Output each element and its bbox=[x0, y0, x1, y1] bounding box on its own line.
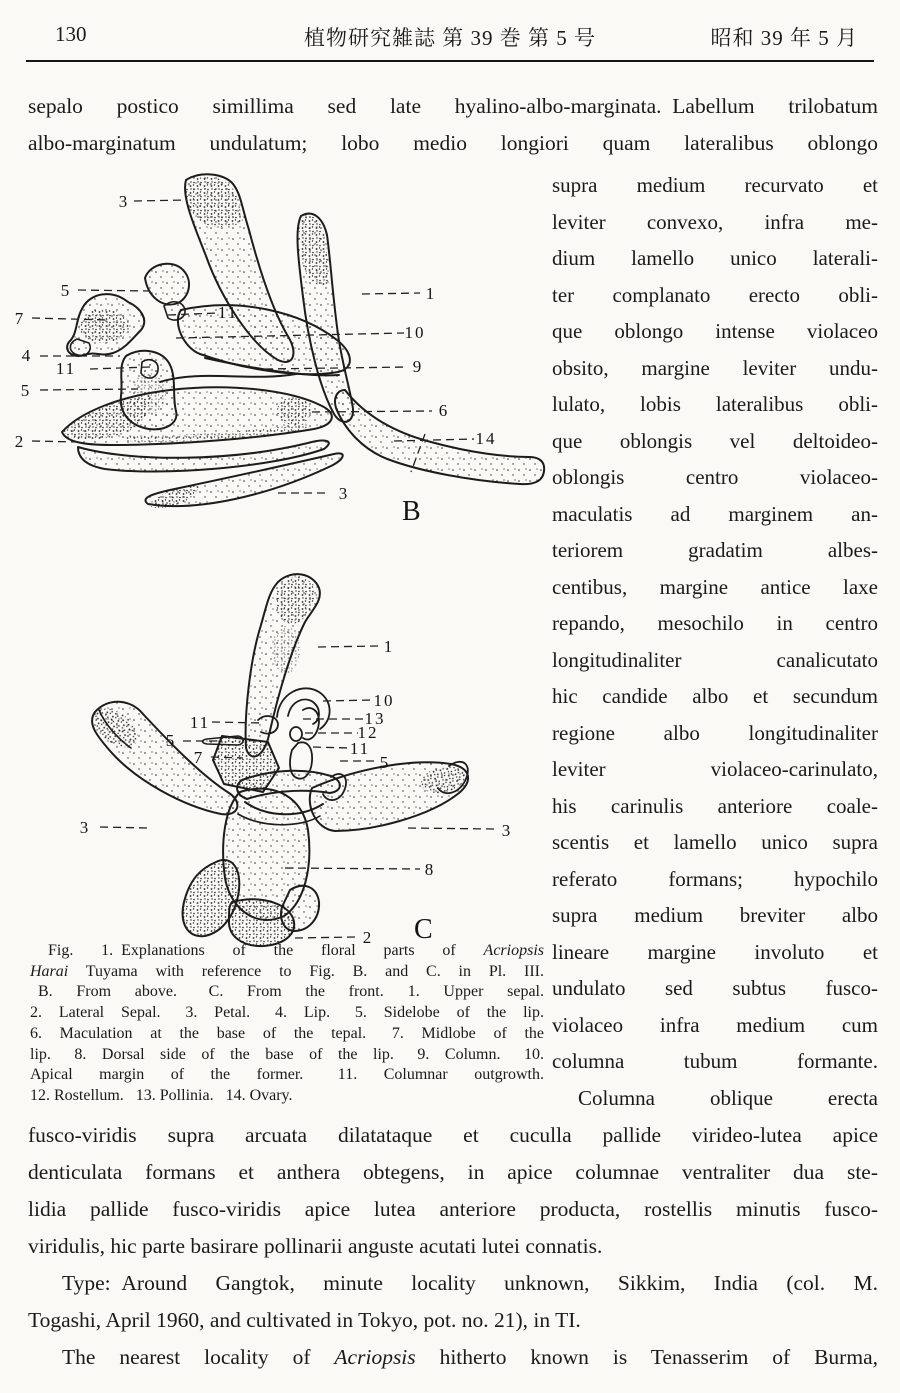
latin-text-line: violaceo infra medium cum bbox=[552, 1012, 878, 1037]
caption-line: 12. Rostellum. 13. Pollinia. 14. Ovary. bbox=[30, 1086, 293, 1104]
latin-text-line: longitudinaliter canalicutato bbox=[552, 647, 878, 672]
callout-number: 1 bbox=[425, 284, 437, 303]
callout-leader-line bbox=[134, 200, 186, 201]
callout-number: 11 bbox=[189, 713, 211, 732]
callout-number: 2 bbox=[14, 432, 26, 451]
stipple-shading bbox=[79, 309, 129, 343]
callout-number: 13 bbox=[364, 709, 386, 728]
callout-number: 3 bbox=[338, 484, 350, 503]
callout-number: 5 bbox=[165, 731, 177, 750]
callout-number: 6 bbox=[438, 401, 450, 420]
latin-text-line: lulato, lobis lateralibus obli- bbox=[552, 392, 878, 416]
callout-leader-line bbox=[100, 827, 148, 828]
callout-number: 14 bbox=[475, 429, 497, 448]
latin-text-line: centibus, margine antice laxe bbox=[552, 574, 878, 599]
midlobe-patch-shape bbox=[213, 736, 279, 792]
callout-number: 3 bbox=[118, 192, 130, 211]
latin-text-line: lidia pallide fusco-viridis apice lutea anteriore producta, rostellis minutis fusco- bbox=[28, 1197, 878, 1221]
latin-text-line: scentis et lamello unico supra bbox=[552, 830, 878, 854]
callout-number: 2 bbox=[362, 928, 374, 947]
latin-text-line: obsito, margine leviter undu- bbox=[552, 355, 878, 380]
callout-number: 5 bbox=[20, 381, 32, 400]
latin-text-line: supra medium breviter albo bbox=[552, 903, 878, 927]
callout-number: 8 bbox=[424, 860, 436, 879]
caption-line: Fig. 1. Explanations of the floral parts of Acriopsis bbox=[48, 942, 544, 959]
callout-number: 7 bbox=[14, 309, 26, 328]
latin-text-line: columna tubum formante. bbox=[552, 1049, 878, 1073]
stipple-shading bbox=[272, 626, 300, 674]
callout-number: 5 bbox=[379, 753, 391, 772]
callout-leader-line bbox=[313, 747, 350, 748]
callout-leader-line bbox=[295, 937, 357, 938]
latin-text-line: albo-marginatum undulatum; lobo medio longiori quam lateralibus oblongo bbox=[28, 131, 878, 155]
issue-date: 昭和 39 年 5 月 bbox=[710, 26, 858, 50]
caption-line: Harai Tuyama with reference to Fig. B. and C. in Pl. III. bbox=[30, 962, 544, 980]
callout-number: 3 bbox=[501, 821, 513, 840]
latin-text-line: his carinulis anteriore coale- bbox=[552, 793, 878, 818]
caption-line: lip. 8. Dorsal side of the base of the lip. 9. Column. 10. bbox=[30, 1045, 544, 1063]
figure-letter-label: C bbox=[414, 914, 433, 945]
callout-leader-line bbox=[78, 290, 150, 291]
callout-number: 12 bbox=[357, 723, 379, 742]
callout-number: 11 bbox=[55, 359, 77, 378]
callout-leader-line bbox=[408, 828, 495, 829]
journal-title: 植物研究雑誌 第 39 巻 第 5 号 bbox=[304, 26, 596, 50]
latin-text-line: viridulis, hic parte basirare pollinarii anguste acutati lutei connatis. bbox=[28, 1234, 603, 1258]
figure-letter-label: B bbox=[402, 496, 421, 527]
latin-text-line: oblongis centro violaceo- bbox=[552, 465, 878, 489]
callout-leader-line bbox=[32, 441, 78, 442]
caption-line: B. From above. C. From the front. 1. Upper sepal. bbox=[38, 983, 544, 1001]
maculation-spot bbox=[277, 397, 311, 425]
caption-line: 2. Lateral Sepal. 3. Petal. 4. Lip. 5. Sidelobe of the lip. bbox=[30, 1004, 544, 1022]
header-divider bbox=[26, 60, 874, 62]
figure-c-illustration bbox=[0, 530, 540, 947]
anther-cap-curl bbox=[288, 700, 319, 724]
sidelobe-shape bbox=[145, 264, 189, 305]
latin-text-line: supra medium recurvato et bbox=[552, 173, 878, 197]
callout-leader-line bbox=[323, 700, 373, 701]
pollinia-hook bbox=[303, 708, 319, 739]
figure-b-illustration bbox=[0, 170, 540, 530]
callout-number: 5 bbox=[60, 281, 72, 300]
lip-edge-line bbox=[160, 374, 296, 382]
latin-text-line: referato formans; hypochilo bbox=[552, 866, 878, 891]
latin-text-line: dium lamello unico laterali- bbox=[552, 246, 878, 270]
latin-text-line: repando, mesochilo in centro bbox=[552, 611, 878, 635]
callout-number: 10 bbox=[373, 691, 395, 710]
latin-text-line: maculatis ad marginem an- bbox=[552, 501, 878, 526]
latin-text-line: denticulata formans et anthera obtegens, in apice columnae ventraliter dua ste- bbox=[28, 1160, 878, 1184]
latin-text-line: que oblongo intense violaceo bbox=[552, 319, 878, 343]
bottom-paragraphs bbox=[28, 1117, 878, 1376]
page-number: 130 bbox=[55, 22, 87, 46]
callout-number: 1 bbox=[383, 637, 395, 656]
callout-number: 7 bbox=[193, 748, 205, 767]
latin-text-line: lineare margine involuto et bbox=[552, 939, 878, 964]
callout-number: 4 bbox=[21, 346, 33, 365]
right-text-column bbox=[552, 167, 878, 1116]
latin-text-line: fusco-viridis supra arcuata dilatataque et cuculla pallide virideo-lutea apice bbox=[28, 1123, 878, 1147]
latin-text-line: Columna oblique erecta bbox=[578, 1085, 878, 1110]
stipple-shading bbox=[132, 373, 166, 415]
callout-number: 11 bbox=[217, 303, 239, 322]
latin-text-line: teriorem gradatim albes- bbox=[552, 538, 878, 562]
callout-number: 9 bbox=[412, 357, 424, 376]
caption-line: Apical margin of the former. 11. Columnar outgrowth. bbox=[30, 1066, 544, 1084]
callout-leader-line bbox=[318, 646, 378, 647]
latin-text-line: undulato sed subtus fusco- bbox=[552, 976, 878, 1000]
latin-text-line: que oblongis vel deltoideo- bbox=[552, 428, 878, 453]
callout-number: 10 bbox=[404, 323, 426, 342]
callout-number: 11 bbox=[349, 739, 371, 758]
rostellum-shape bbox=[290, 727, 302, 741]
latin-text-line: leviter violaceo-carinulato, bbox=[552, 757, 878, 781]
callout-leader-line bbox=[362, 293, 420, 294]
latin-text-line: ter complanato erecto obli- bbox=[552, 282, 878, 307]
latin-text-line: Type: Around Gangtok, minute locality unknown, Sikkim, India (col. M. bbox=[62, 1271, 878, 1295]
figure-caption bbox=[30, 941, 544, 1107]
intro-paragraph bbox=[28, 88, 878, 162]
caption-line: 6. Maculation at the base of the tepal. 7. Midlobe of the bbox=[30, 1024, 544, 1042]
latin-text-line: hic candide albo et secundum bbox=[552, 684, 878, 708]
latin-text-line: regione albo longitudinaliter bbox=[552, 720, 878, 745]
callout-number: 3 bbox=[79, 818, 91, 837]
latin-text-line: sepalo postico simillima sed late hyalino-albo-marginata. Labellum trilobatum bbox=[28, 94, 878, 118]
latin-text-line: Togashi, April 1960, and cultivated in Tokyo, pot. no. 21), in TI. bbox=[28, 1308, 581, 1332]
columnar-outgrowth-shape bbox=[164, 302, 185, 320]
stipple-shading bbox=[276, 577, 317, 623]
latin-text-line: leviter convexo, infra me- bbox=[552, 209, 878, 234]
latin-text-line: The nearest locality of Acriopsis hitherto known is Tenasserim of Burma, bbox=[62, 1345, 878, 1369]
anther-cap-curl bbox=[277, 688, 330, 729]
page-header bbox=[0, 22, 900, 56]
